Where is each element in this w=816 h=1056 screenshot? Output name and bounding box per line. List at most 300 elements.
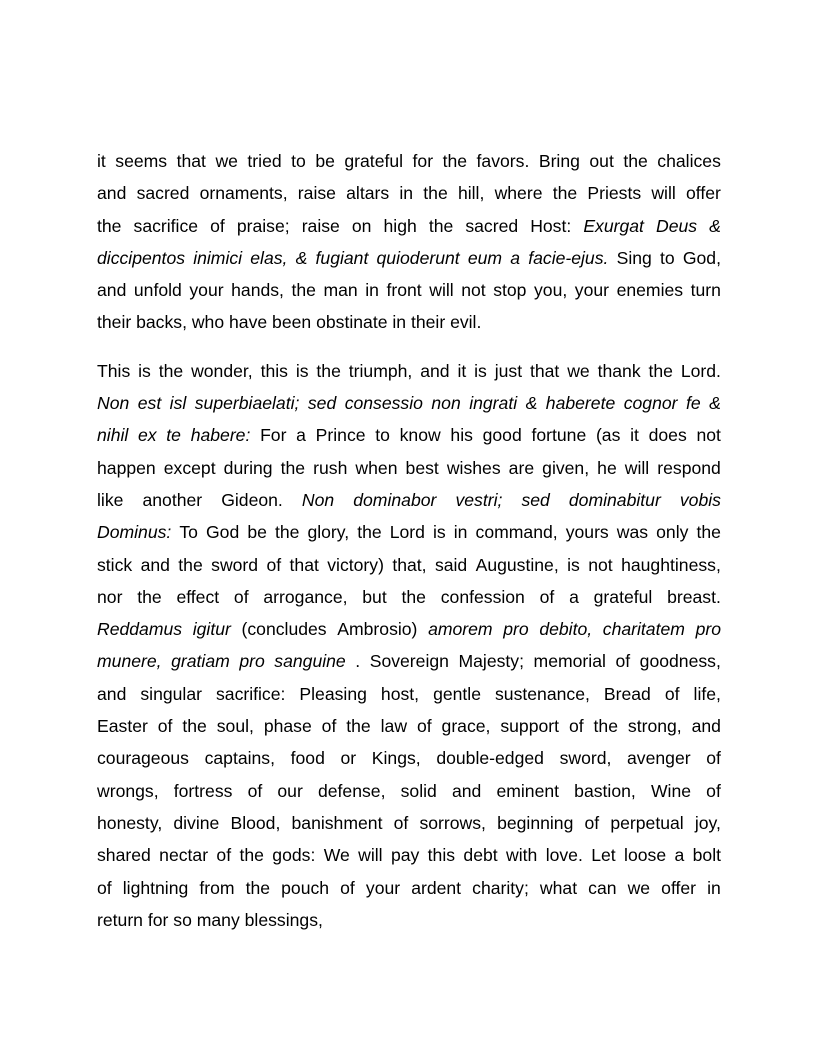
latin-word: pro (239, 651, 265, 672)
word: your (189, 280, 224, 301)
latin-word: Dominus: (97, 522, 172, 543)
word: captains, (204, 748, 275, 769)
word: can (588, 877, 617, 898)
word: unfold (133, 280, 182, 301)
word: raise (297, 183, 336, 204)
word: be (315, 151, 335, 171)
word: to (291, 151, 306, 171)
word: of (706, 780, 721, 801)
word: Sovereign (369, 651, 449, 672)
word: Prince (315, 425, 366, 446)
word: wishes (446, 457, 501, 478)
word: and (97, 280, 127, 301)
word: of (266, 554, 282, 575)
word: love. (545, 845, 583, 866)
word: the (357, 522, 382, 543)
text-line (97, 177, 721, 209)
word: of (706, 748, 721, 769)
text-line (97, 274, 721, 306)
word: Ambrosio) (337, 619, 418, 640)
word: it (457, 360, 467, 381)
word: his (450, 425, 473, 446)
word: thank (597, 360, 641, 381)
latin-word: debito, (539, 619, 593, 640)
word: stick (97, 554, 133, 575)
word: Kings, (371, 748, 421, 769)
word: God (206, 522, 240, 543)
word: of (216, 845, 232, 866)
latin-word: ex (138, 425, 157, 446)
word: and (451, 780, 482, 801)
text-line (97, 242, 721, 274)
word: the (423, 183, 448, 204)
latin-word: habere: (190, 425, 251, 446)
latin-word: nihil (97, 425, 129, 446)
word: and (420, 360, 450, 381)
text-line (97, 872, 721, 904)
word: ardent (411, 877, 462, 898)
latin-word: charitatem (602, 619, 685, 640)
latin-word: haberete (545, 393, 616, 414)
word: Sing (616, 247, 652, 268)
word: will (624, 457, 650, 478)
word: high (383, 215, 417, 236)
text-line (97, 775, 721, 807)
text-line (97, 613, 721, 645)
word: yours (565, 522, 609, 543)
latin-word: Deus (656, 215, 698, 236)
word: and (97, 183, 127, 204)
word: happen (97, 457, 156, 478)
word: that (176, 151, 206, 171)
word: of (416, 716, 432, 737)
word: sword, (559, 748, 612, 769)
word: said (434, 554, 468, 575)
word: and (140, 554, 170, 575)
word: your (365, 877, 401, 898)
text-line (97, 581, 721, 613)
word: where (494, 183, 543, 204)
word: Let (591, 845, 616, 866)
word: debt (463, 845, 498, 866)
latin-word: sanguine (274, 651, 346, 672)
latin-word: & (525, 393, 538, 414)
word: altars (346, 183, 390, 204)
text-line (97, 306, 721, 338)
word: enemies (616, 280, 684, 301)
word: from (199, 877, 235, 898)
word: Lord (389, 522, 425, 543)
word: hands, (231, 280, 284, 301)
word: of (340, 877, 355, 898)
word: bastion, (574, 780, 636, 801)
word: shared (97, 845, 151, 866)
word: grateful (344, 151, 404, 171)
latin-word: & (709, 393, 721, 414)
word: sorrows, (419, 812, 486, 833)
word: Bread (603, 683, 651, 704)
latin-word: Exurgat (583, 215, 644, 236)
word: Bring (538, 151, 580, 171)
word: loose (624, 845, 667, 866)
word: praise; (236, 215, 290, 236)
text-line (97, 516, 721, 548)
word: to (659, 247, 675, 268)
word: perpetual (610, 812, 684, 833)
word: like (97, 489, 124, 510)
word: charity; (472, 877, 529, 898)
word: best (405, 457, 439, 478)
word: just (494, 360, 523, 381)
text-line (97, 839, 721, 871)
latin-word: dominabor (353, 489, 437, 510)
word: sword (211, 554, 259, 575)
word: our (277, 780, 303, 801)
word: of (664, 683, 680, 704)
word: gentle (433, 683, 481, 704)
word: not (588, 554, 613, 575)
text-line (97, 742, 721, 774)
word: fortress (173, 780, 233, 801)
word: (concludes (241, 619, 327, 640)
text-line (97, 678, 721, 710)
word: not (696, 425, 721, 446)
text-line (97, 645, 721, 677)
word: gods: (272, 845, 316, 866)
word: To (179, 522, 198, 543)
word: effect (176, 586, 220, 607)
word: or (340, 748, 357, 769)
word: we (627, 877, 651, 898)
word: front (386, 280, 422, 301)
latin-word: Reddamus (97, 619, 183, 640)
word: Pleasing (299, 683, 367, 704)
text-line (97, 145, 721, 177)
word: was (616, 522, 649, 543)
word: the (696, 522, 721, 543)
word: law (380, 716, 408, 737)
word: nor (97, 586, 123, 607)
word: in (399, 183, 414, 204)
word: courageous (97, 748, 189, 769)
word: food (290, 748, 325, 769)
word: arrogance, (263, 586, 348, 607)
word: this (260, 360, 288, 381)
word: glory, (307, 522, 350, 543)
word: the (623, 151, 648, 171)
word: chalices (657, 151, 721, 171)
word: victory) (327, 554, 384, 575)
word: wrongs, (97, 780, 159, 801)
word: lightning (122, 877, 189, 898)
word: to (375, 425, 390, 446)
word: life, (693, 683, 721, 704)
word: is (567, 554, 580, 575)
word: command, (475, 522, 558, 543)
word: offer (685, 183, 721, 204)
text-line (97, 210, 721, 242)
word: haughtiness, (621, 554, 721, 575)
word: sacrifice (133, 215, 199, 236)
word: will (651, 183, 676, 204)
word: of (247, 780, 263, 801)
latin-word: amorem (428, 619, 493, 640)
word: except (163, 457, 216, 478)
word: the (552, 183, 578, 204)
word: of (584, 812, 600, 833)
word: the (182, 716, 207, 737)
word: on (351, 215, 372, 236)
text-line (97, 484, 721, 516)
word: of (210, 215, 225, 236)
word: know (399, 425, 441, 446)
text-line (97, 387, 721, 419)
word: Augustine, (475, 554, 559, 575)
word: the (97, 215, 122, 236)
word: Gideon. (221, 489, 283, 510)
latin-word: inimici (193, 247, 243, 268)
latin-word: munere, (97, 651, 162, 672)
word: the (245, 877, 271, 898)
word: a (296, 425, 306, 446)
word: support (500, 716, 560, 737)
document-page (97, 145, 721, 936)
word: stop (493, 280, 527, 301)
latin-word: Non (301, 489, 335, 510)
word: avenger (627, 748, 691, 769)
word: the (593, 716, 618, 737)
word: the (442, 151, 468, 171)
word: given, (542, 457, 590, 478)
latin-word: vestri; (455, 489, 503, 510)
word: double-edged (436, 748, 544, 769)
latin-word: ingrati (469, 393, 518, 414)
word: pouch (281, 877, 330, 898)
word: eminent (496, 780, 560, 801)
latin-word: gratiam (171, 651, 230, 672)
word: joy, (694, 812, 721, 833)
word: memorial (533, 651, 606, 672)
word: For (260, 425, 287, 446)
latin-word: facie-ejus. (528, 247, 609, 268)
word: solid (400, 780, 437, 801)
text-segment: their backs, who have been obstinate in their evil. (97, 312, 482, 333)
latin-word: fe (685, 393, 701, 414)
word: a (674, 845, 685, 866)
latin-word: a (510, 247, 521, 268)
latin-word: isl (169, 393, 187, 414)
word: nectar (159, 845, 209, 866)
word: out (589, 151, 614, 171)
word: this (427, 845, 456, 866)
paragraph-2 (97, 355, 721, 936)
latin-word: pro (503, 619, 529, 640)
word: offer (661, 877, 697, 898)
word: it (630, 425, 639, 446)
latin-word: fugiant (315, 247, 369, 268)
word: grateful (593, 586, 653, 607)
latin-word: non (431, 393, 461, 414)
word: Blood, (230, 812, 281, 833)
word: soul, (216, 716, 254, 737)
latin-word: Non (97, 393, 130, 414)
word: favors. (476, 151, 530, 171)
word: divine (173, 812, 220, 833)
word: of (568, 716, 584, 737)
word: This (97, 360, 131, 381)
word: the (137, 586, 162, 607)
word: we (567, 360, 590, 381)
word: the (274, 522, 300, 543)
word: in (453, 522, 468, 543)
latin-word: eum (467, 247, 503, 268)
text-line (97, 355, 721, 387)
word: he (597, 457, 617, 478)
text-line (97, 419, 721, 451)
word: the (280, 457, 306, 478)
word: during (223, 457, 273, 478)
word: when (355, 457, 398, 478)
word: the (158, 360, 184, 381)
latin-word: dominabitur (568, 489, 661, 510)
text-line (97, 710, 721, 742)
word: raise (301, 215, 340, 236)
word: good (482, 425, 522, 446)
word: and (97, 683, 127, 704)
word: ornaments, (199, 183, 288, 204)
latin-word: te (166, 425, 181, 446)
word: only (656, 522, 689, 543)
word: Wine (650, 780, 692, 801)
word: the (401, 586, 426, 607)
word: will (358, 845, 383, 866)
word: bolt (692, 845, 721, 866)
word: Priests (587, 183, 642, 204)
word: Lord. (680, 360, 721, 381)
word: does (648, 425, 687, 446)
word: of (157, 716, 173, 737)
word: the (428, 215, 454, 236)
word: We (323, 845, 350, 866)
latin-word: pro (695, 619, 721, 640)
word: for (412, 151, 434, 171)
word: is (474, 360, 487, 381)
word: not (461, 280, 486, 301)
latin-word: diccipentos (97, 247, 186, 268)
text-line (97, 452, 721, 484)
latin-word: sed (521, 489, 550, 510)
word: of (97, 877, 112, 898)
word: defense, (317, 780, 386, 801)
latin-word: elas, (250, 247, 288, 268)
latin-word: sed (307, 393, 337, 414)
latin-word: igitur (192, 619, 231, 640)
word: is (433, 522, 446, 543)
word: sacrifice: (215, 683, 286, 704)
word: the (178, 554, 203, 575)
word: . (355, 651, 361, 672)
word: the (316, 360, 341, 381)
latin-word: vobis (679, 489, 721, 510)
word: tried (247, 151, 282, 171)
word: we (215, 151, 238, 171)
word: with (506, 845, 538, 866)
word: are (508, 457, 535, 478)
word: beginning (497, 812, 574, 833)
word: will (429, 280, 454, 301)
word: host, (380, 683, 420, 704)
word: singular (140, 683, 202, 704)
word: turn (690, 280, 721, 301)
word: is (295, 360, 309, 381)
word: triumph, (348, 360, 413, 381)
word: pay (390, 845, 420, 866)
word: be (247, 522, 267, 543)
latin-word: & (709, 215, 721, 236)
word: honesty, (97, 812, 163, 833)
word: what (539, 877, 578, 898)
word: God, (682, 247, 721, 268)
word: the (648, 360, 673, 381)
paragraph-1 (97, 145, 721, 339)
word: hill, (457, 183, 485, 204)
word: that, (392, 554, 427, 575)
latin-word: est (137, 393, 162, 414)
word: the (239, 845, 264, 866)
latin-word: quioderunt (376, 247, 460, 268)
word: your (574, 280, 610, 301)
word: the (291, 280, 316, 301)
word: (as (595, 425, 621, 446)
word: banishment (291, 812, 383, 833)
latin-word: cognor (623, 393, 678, 414)
word: it (97, 151, 106, 171)
word: of (233, 586, 249, 607)
word: man (323, 280, 358, 301)
word: you, (534, 280, 568, 301)
latin-word: & (295, 247, 308, 268)
word: wonder, (191, 360, 253, 381)
word: sacred (136, 183, 190, 204)
word: sacred (465, 215, 519, 236)
word: confession (440, 586, 525, 607)
word: in (707, 877, 721, 898)
word: respond (657, 457, 721, 478)
word: Easter (97, 716, 148, 737)
word: the (346, 716, 371, 737)
text-line (97, 549, 721, 581)
text-line (97, 904, 721, 936)
word: of (321, 716, 337, 737)
word: another (142, 489, 203, 510)
word: grace, (441, 716, 491, 737)
word: but (362, 586, 387, 607)
word: phase (263, 716, 312, 737)
word: in (365, 280, 379, 301)
word: sustenance, (495, 683, 590, 704)
text-segment: return for so many blessings, (97, 909, 323, 930)
word: Host: (530, 215, 572, 236)
word: that (289, 554, 319, 575)
word: seems (115, 151, 168, 171)
text-line (97, 807, 721, 839)
word: breast. (667, 586, 721, 607)
word: of (393, 812, 409, 833)
word: Majesty; (458, 651, 524, 672)
latin-word: superbiaelati; (194, 393, 300, 414)
word: of (615, 651, 631, 672)
word: a (569, 586, 579, 607)
